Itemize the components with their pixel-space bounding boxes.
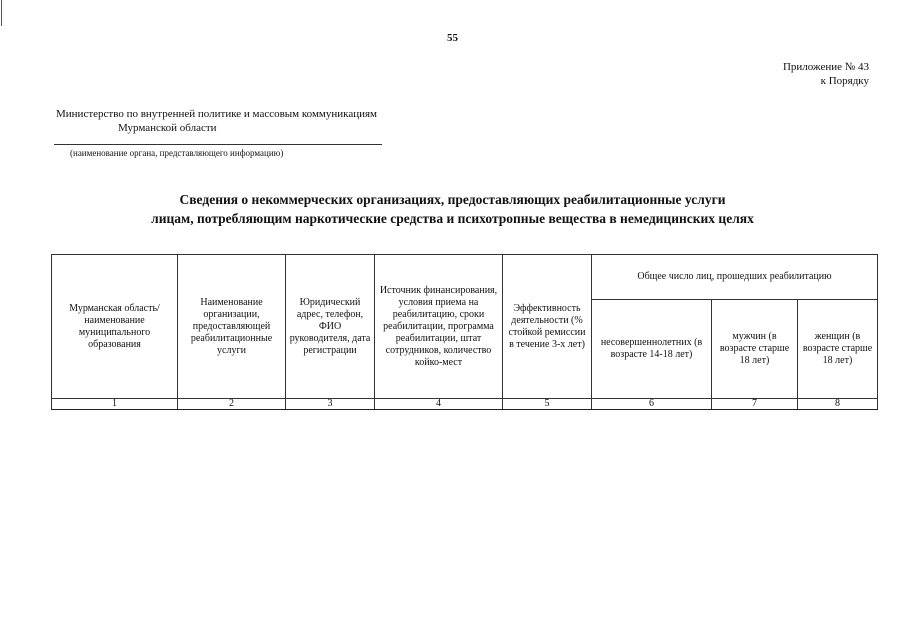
title-line-1: Сведения о некоммерческих организациях, предоставляющих реабилитационные услуги <box>179 192 726 207</box>
page-number: 55 <box>447 32 458 44</box>
report-table <box>51 254 878 410</box>
column-number: 1 <box>52 399 178 410</box>
header-organization: Наименование организации, предоставляющей реабилитационные услуги <box>178 255 286 399</box>
subheader-women: женщин (в возрасте старше 18 лет) <box>798 300 878 399</box>
column-number: 8 <box>798 399 878 410</box>
org-caption: (наименование органа, представляющего информацию) <box>70 148 284 158</box>
header-financing: Источник финансирования, условия приема на реабилитацию, сроки реабилитации, программа реабилитации, штат сотрудников, количество койко-мест <box>375 255 503 399</box>
ministry-line-1: Министерство по внутренней политике и массовым коммуникациям <box>56 108 378 120</box>
column-number: 3 <box>286 399 375 410</box>
appendix-line-2: к Порядку <box>820 75 869 87</box>
header-municipality: Мурманская область/наименование муниципального образования <box>52 255 178 399</box>
header-effectiveness: Эффективность деятельности (% стойкой ремиссии в течение 3-х лет) <box>503 255 592 399</box>
subheader-minors: несовершеннолетних (в возрасте 14-18 лет) <box>592 300 712 399</box>
column-number: 6 <box>592 399 712 410</box>
header-address: Юридический адрес, телефон, ФИО руководителя, дата регистрации <box>286 255 375 399</box>
title-line-2: лицам, потребляющим наркотические средства и психотропные вещества в немедицинских целях <box>151 211 754 226</box>
column-number-row <box>52 399 878 410</box>
column-number: 4 <box>375 399 503 410</box>
ministry-line-2: Мурманской области <box>118 122 217 134</box>
org-underline <box>54 144 382 145</box>
column-number: 5 <box>503 399 592 410</box>
header-rehabilitated-total: Общее число лиц, прошедших реабилитацию <box>592 255 878 300</box>
appendix-line-1: Приложение № 43 <box>782 61 869 73</box>
ministry-name <box>56 107 377 135</box>
column-number: 2 <box>178 399 286 410</box>
document-title <box>0 190 905 228</box>
subheader-men: мужчин (в возрасте старше 18 лет) <box>712 300 798 399</box>
header-row-1 <box>52 255 878 300</box>
column-number: 7 <box>712 399 798 410</box>
page-edge-mark <box>1 0 2 26</box>
appendix-reference <box>783 60 869 88</box>
